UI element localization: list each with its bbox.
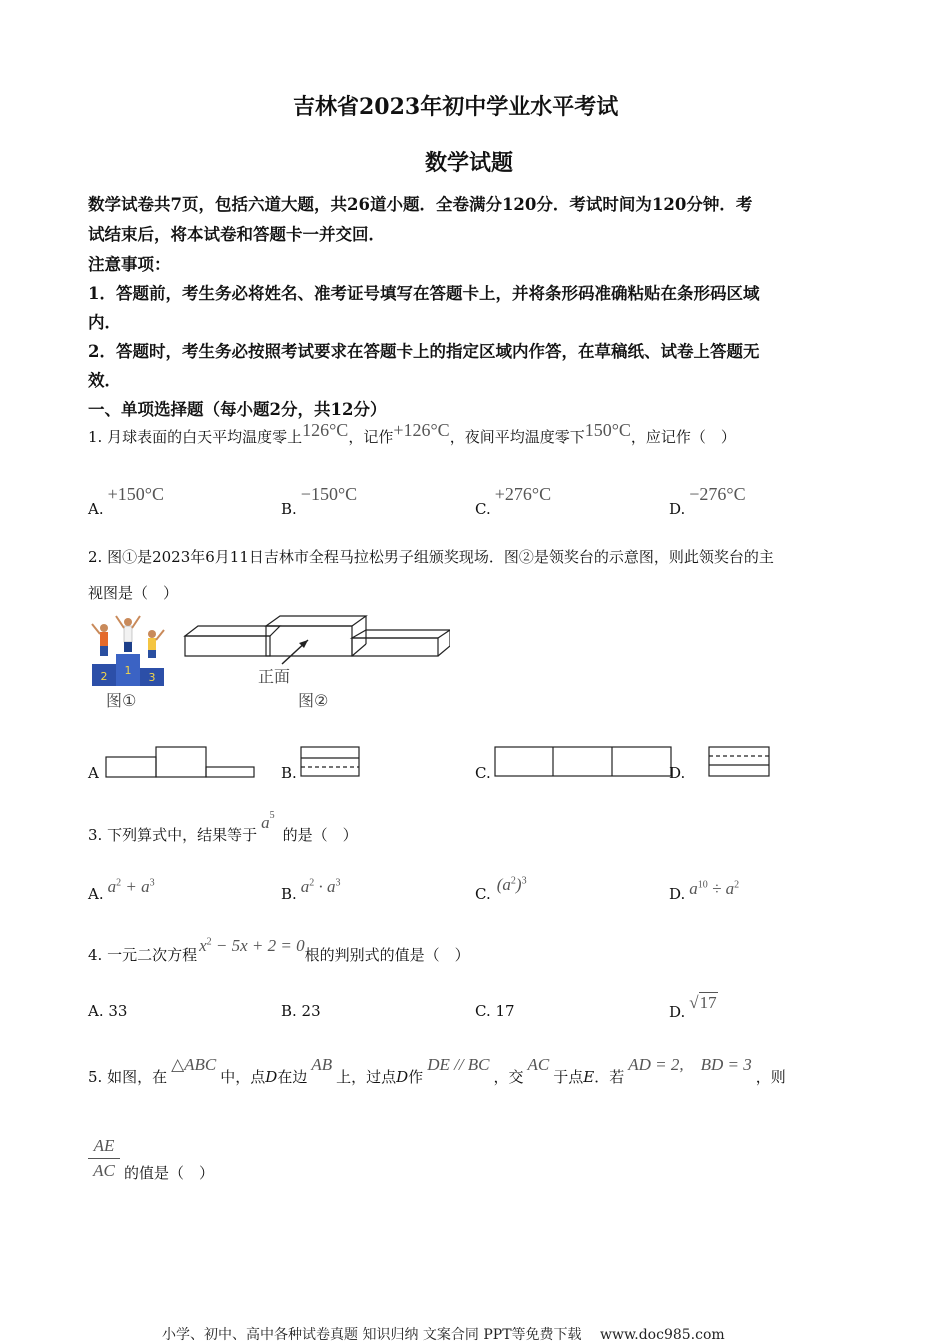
q5-fraction-numerator: AE xyxy=(93,1136,115,1155)
q3-option-c-label: C. xyxy=(475,885,491,903)
q1-text-2: ，记作 xyxy=(348,428,394,446)
q5-math-ac: AC xyxy=(527,1055,550,1074)
q2-line-2: 视图是（ ） xyxy=(88,584,179,602)
q1-text-4: ，应记作（ ） xyxy=(630,428,736,446)
q1-option-d[interactable] xyxy=(669,484,746,519)
q5-fraction xyxy=(88,1136,120,1181)
q3-c-base1: (a xyxy=(496,875,511,894)
podium-photo xyxy=(86,614,170,686)
podium-diagram xyxy=(180,612,450,692)
q1-option-c-label: C. xyxy=(475,500,491,518)
q3-c-base2: ) xyxy=(515,875,522,894)
note-2-line-2: 效． xyxy=(88,371,121,390)
q5-text-7: 于点 xyxy=(553,1068,584,1086)
q3-text-1: 3. 下列算式中，结果等于 xyxy=(88,826,258,844)
q1-option-c-value: +276°C xyxy=(494,484,552,504)
q5-point-d1: D xyxy=(265,1068,278,1086)
q5-text-3: 在边 xyxy=(277,1068,308,1086)
q3-a-base1: a xyxy=(107,877,117,896)
q1-option-a[interactable] xyxy=(88,484,164,519)
intro-line-2: 试结束后，将本试卷和答题卡一并交回． xyxy=(88,225,385,244)
q4-option-a[interactable]: A. 33 xyxy=(88,1002,128,1020)
q5-text-8: ．若 xyxy=(594,1068,625,1086)
q3-b-base1: a xyxy=(300,877,310,896)
q2-option-c-figure[interactable] xyxy=(493,745,673,778)
q2-option-a-figure[interactable] xyxy=(104,745,256,778)
q5-fraction-denominator: AC xyxy=(93,1161,115,1180)
q1-option-d-label: D. xyxy=(669,500,686,518)
q5-point-e: E xyxy=(583,1068,595,1086)
q2-option-b-figure[interactable] xyxy=(299,745,361,778)
note-1-line-2: 内． xyxy=(88,313,121,332)
q1-option-b[interactable] xyxy=(281,484,358,519)
q5-point-d2: D xyxy=(396,1068,409,1086)
q5-math-triangle: △ABC xyxy=(171,1055,217,1074)
q4-text-2: 根的判别式的值是（ ） xyxy=(304,946,470,964)
q2-option-b-label[interactable]: B. xyxy=(281,764,297,782)
q4-eq-exp: 2 xyxy=(206,936,212,948)
q1-option-b-label: B. xyxy=(281,500,297,518)
podium-number-3: 3 xyxy=(148,671,156,684)
q3-option-d[interactable] xyxy=(669,879,740,904)
q4-option-d-radicand: 17 xyxy=(699,993,717,1012)
notes-title: 注意事项： xyxy=(88,255,171,274)
q3-option-c[interactable] xyxy=(475,875,527,904)
q2-option-a-label[interactable]: A xyxy=(88,764,99,782)
q3-b-exp2: 3 xyxy=(335,877,341,889)
question-4 xyxy=(88,936,470,965)
q1-math-2: +126°C xyxy=(393,420,450,440)
section-1-heading: 一、单项选择题（每小题2分，共12分） xyxy=(88,400,387,419)
q5-math-parallel: DE // BC xyxy=(427,1055,490,1074)
podium-number-2: 2 xyxy=(100,670,108,683)
q5-text-6: ，交 xyxy=(493,1068,524,1086)
q1-option-c[interactable] xyxy=(475,484,552,519)
q4-text-1: 4. 一元二次方程 xyxy=(88,946,198,964)
q4-option-c[interactable]: C. 17 xyxy=(475,1002,515,1020)
q3-option-b[interactable] xyxy=(281,877,341,904)
page-subtitle: 数学试题 xyxy=(425,150,514,176)
q5-math-ab: AB xyxy=(311,1055,333,1074)
figure-2-caption: 图② xyxy=(298,691,329,710)
q5-math-lengths: AD = 2, BD = 3 xyxy=(628,1055,752,1074)
q2-option-d-label[interactable]: D. xyxy=(669,764,686,782)
q3-c-exp2: 3 xyxy=(521,875,527,887)
q2-line-1: 2. 图①是2023年6月11日吉林市全程马拉松男子组颁奖现场．图②是领奖台的示意图，则此领奖台的主 xyxy=(88,548,774,566)
q1-option-a-value: +150°C xyxy=(107,484,164,504)
front-label: 正面 xyxy=(258,667,291,686)
q4-option-d-label: D. xyxy=(669,1003,686,1021)
q1-math-1: 126°C xyxy=(302,420,349,440)
q3-option-d-label: D. xyxy=(669,885,686,903)
q5-text-1: 5. 如图，在 xyxy=(88,1068,168,1086)
q3-d-base2: ÷ a xyxy=(707,879,735,898)
q1-option-a-label: A. xyxy=(88,500,104,518)
q3-c-exp1: 2 xyxy=(510,875,516,887)
q5-text-5: 作 xyxy=(408,1068,424,1086)
q1-text-3: ，夜间平均温度零下 xyxy=(449,428,585,446)
podium-number-1: 1 xyxy=(124,664,132,677)
q3-b-base2: · a xyxy=(314,877,336,896)
q3-a-exp2: 3 xyxy=(149,877,155,889)
q4-eq-rest: − 5x + 2 = 0 xyxy=(211,936,305,955)
q3-math-base: a xyxy=(261,813,270,832)
intro-line-1: 数学试卷共7页，包括六道大题，共26道小题．全卷满分120分．考试时间为120分钟．考 xyxy=(88,195,753,214)
q3-d-exp1: 10 xyxy=(697,879,708,891)
q4-option-d[interactable]: D. √17 xyxy=(669,993,717,1021)
q4-eq-var: x xyxy=(199,936,207,955)
q3-d-exp2: 2 xyxy=(734,879,740,891)
note-2-line-1: 2．答题时，考生务必按照考试要求在答题卡上的指定区域内作答，在草稿纸、试卷上答题无 xyxy=(88,342,760,361)
q3-text-2: 的是（ ） xyxy=(282,826,358,844)
question-5 xyxy=(88,1055,786,1087)
q3-option-b-label: B. xyxy=(281,885,297,903)
q2-option-c-label[interactable]: C. xyxy=(475,764,491,782)
question-1 xyxy=(88,420,736,447)
q3-a-exp1: 2 xyxy=(116,877,122,889)
note-1-line-1: 1．答题前，考生务必将姓名、准考证号填写在答题卡上，并将条形码准确粘贴在条形码区域 xyxy=(88,284,760,303)
q1-math-3: 150°C xyxy=(584,420,631,440)
q1-text-1: 1. 月球表面的白天平均温度零上 xyxy=(88,428,303,446)
q3-d-base1: a xyxy=(689,879,698,898)
q5-text-2: 中，点 xyxy=(220,1068,266,1086)
q3-a-base2: + a xyxy=(121,877,150,896)
q1-option-b-value: −150°C xyxy=(300,484,358,504)
question-3 xyxy=(88,810,358,845)
q3-option-a-label: A. xyxy=(88,885,104,903)
q3-math-exp: 5 xyxy=(269,810,275,821)
q5-text-9: ，则 xyxy=(755,1068,786,1086)
figure-1-caption: 图① xyxy=(106,691,137,710)
q1-option-d-value: −276°C xyxy=(689,484,746,504)
page-title: 吉林省2023年初中学业水平考试 xyxy=(293,94,619,120)
q3-b-exp1: 2 xyxy=(309,877,315,889)
q5-text-4: 上，过点 xyxy=(336,1068,397,1086)
footer-text: 小学、初中、高中各种试卷真题 知识归纳 文案合同 PPT等免费下载 www.doc985.com xyxy=(162,1327,725,1343)
q2-option-d-figure[interactable] xyxy=(707,745,771,778)
q5-text-10: 的值是（ ） xyxy=(124,1164,215,1182)
q4-option-b[interactable]: B. 23 xyxy=(281,1002,321,1020)
q3-option-a[interactable] xyxy=(88,877,155,904)
